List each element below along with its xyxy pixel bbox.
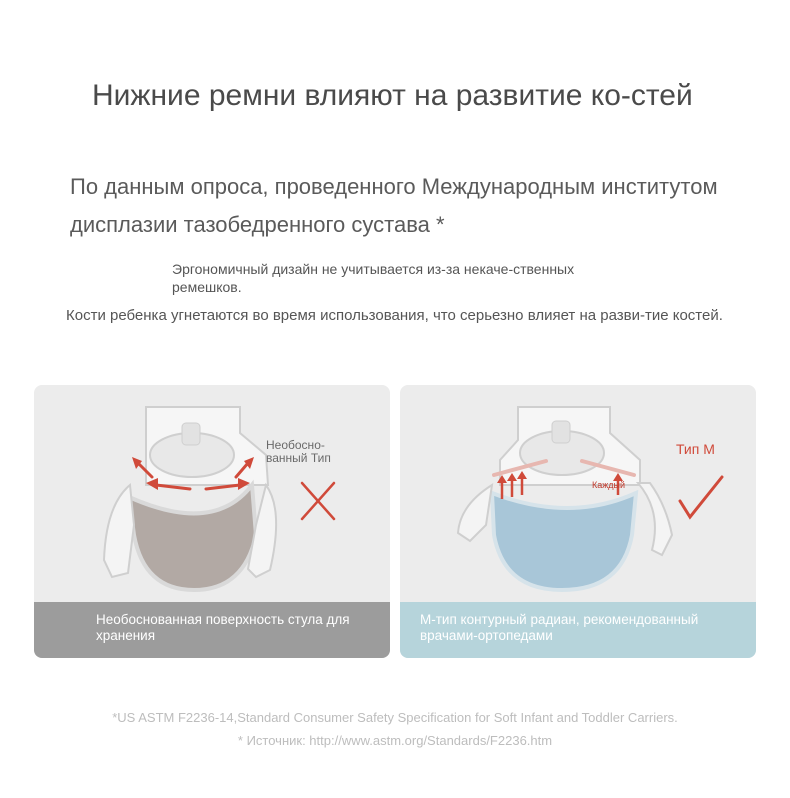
footnote-standard: *US ASTM F2236-14,Standard Consumer Safety Specification for Soft Infant and Toddler Carriers. (112, 710, 678, 725)
caption-right: М-тип контурный радиан, рекомендованный врачами-ортопедами (400, 602, 756, 658)
footnote-source: * Источник: http://www.astm.org/Standards/F2236.htm (237, 733, 553, 748)
note-bone-development: Кости ребенка угнетаются во время использования, что серьезно влияет на разви-тие костей. (66, 307, 723, 324)
page-subtitle: По данным опроса, проведенного Международным институтом дисплазии тазобедренного сустава * (70, 174, 718, 237)
comparison-card-wrong (34, 385, 390, 658)
tag-unreasonable-type: Необосно-ванный Тип (266, 438, 331, 465)
page-title: Нижние ремни влияют на развитие ко-стей (92, 79, 693, 112)
note-ergonomic-design: Эргономичный дизайн не учитывается из-за некаче-ственных ремешков. (172, 261, 575, 295)
tag-m-type: Тип М (676, 441, 715, 457)
cross-icon (302, 483, 334, 519)
comparison-card-right (400, 385, 756, 658)
caption-wrong: Необоснованная поверхность стула для хранения (34, 602, 390, 658)
tag-each: Каждый (592, 480, 626, 490)
check-icon (680, 477, 722, 517)
